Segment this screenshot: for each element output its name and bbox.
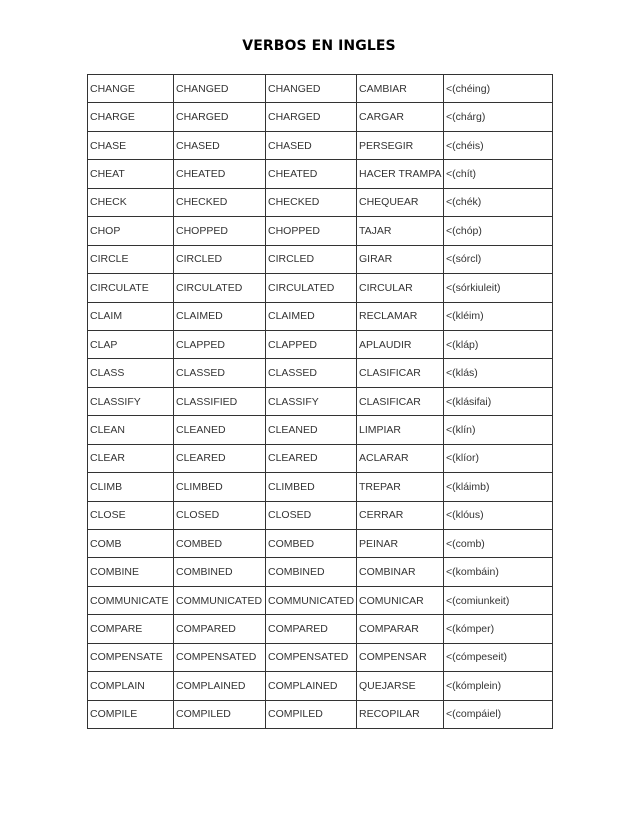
verb-base-cell: CHOP [88,217,174,245]
verb-pronunciation-cell: <(klóus) [444,501,553,529]
verb-base-cell: COMPARE [88,615,174,643]
verb-participle-cell: COMBINED [266,558,357,586]
table-row [88,330,553,358]
verb-pronunciation-cell: <(chóp) [444,217,553,245]
verb-base-cell: CLOSE [88,501,174,529]
verb-participle-cell: CLEARED [266,444,357,472]
verb-base-cell: CLEAR [88,444,174,472]
verb-participle-cell: CLOSED [266,501,357,529]
verb-past-cell: CIRCULATED [174,274,266,302]
verb-translation-cell: HACER TRAMPA [357,160,444,188]
table-row [88,416,553,444]
verb-participle-cell: COMPILED [266,700,357,728]
verb-past-cell: COMMUNICATED [174,586,266,614]
verb-pronunciation-cell: <(klín) [444,416,553,444]
verb-past-cell: COMPLAINED [174,672,266,700]
verb-base-cell: CHECK [88,188,174,216]
verb-pronunciation-cell: <(klás) [444,359,553,387]
verb-participle-cell: COMMUNICATED [266,586,357,614]
verb-pronunciation-cell: <(kombáin) [444,558,553,586]
verb-past-cell: COMBED [174,530,266,558]
verb-pronunciation-cell: <(klíor) [444,444,553,472]
verb-base-cell: CLAIM [88,302,174,330]
verb-base-cell: COMB [88,530,174,558]
verb-participle-cell: CIRCLED [266,245,357,273]
verb-pronunciation-cell: <(kláp) [444,330,553,358]
verb-pronunciation-cell: <(kléim) [444,302,553,330]
verb-translation-cell: CLASIFICAR [357,359,444,387]
verb-past-cell: CLASSED [174,359,266,387]
verb-translation-cell: APLAUDIR [357,330,444,358]
verb-past-cell: CLEANED [174,416,266,444]
table-row [88,160,553,188]
verb-translation-cell: CHEQUEAR [357,188,444,216]
verb-base-cell: COMPENSATE [88,643,174,671]
verb-pronunciation-cell: <(cómpeseit) [444,643,553,671]
verb-participle-cell: CHEATED [266,160,357,188]
verb-base-cell: CLEAN [88,416,174,444]
verb-past-cell: COMPENSATED [174,643,266,671]
verb-past-cell: CLASSIFIED [174,387,266,415]
table-row [88,672,553,700]
table-row [88,444,553,472]
verb-pronunciation-cell: <(chít) [444,160,553,188]
verb-past-cell: CHOPPED [174,217,266,245]
verb-translation-cell: COMPENSAR [357,643,444,671]
verb-past-cell: COMPARED [174,615,266,643]
verb-translation-cell: RECOPILAR [357,700,444,728]
verb-translation-cell: TAJAR [357,217,444,245]
verb-participle-cell: CLASSED [266,359,357,387]
verb-pronunciation-cell: <(sórcl) [444,245,553,273]
verb-participle-cell: COMPARED [266,615,357,643]
table-row [88,245,553,273]
table-row [88,700,553,728]
verb-past-cell: CHANGED [174,75,266,103]
verb-past-cell: CHECKED [174,188,266,216]
verb-base-cell: CHANGE [88,75,174,103]
verb-participle-cell: CLAIMED [266,302,357,330]
verb-base-cell: CIRCULATE [88,274,174,302]
verb-table [87,74,553,729]
verb-participle-cell: COMBED [266,530,357,558]
table-row [88,473,553,501]
table-row [88,558,553,586]
verb-base-cell: COMMUNICATE [88,586,174,614]
verb-past-cell: COMPILED [174,700,266,728]
verb-participle-cell: CHASED [266,131,357,159]
verb-participle-cell: CHECKED [266,188,357,216]
verb-pronunciation-cell: <(sórkiuleit) [444,274,553,302]
verb-past-cell: COMBINED [174,558,266,586]
verb-base-cell: CHEAT [88,160,174,188]
table-row [88,131,553,159]
table-row [88,103,553,131]
verb-translation-cell: GIRAR [357,245,444,273]
verb-base-cell: COMPILE [88,700,174,728]
table-row [88,586,553,614]
table-row [88,188,553,216]
table-row [88,75,553,103]
verb-base-cell: COMPLAIN [88,672,174,700]
verb-pronunciation-cell: <(chék) [444,188,553,216]
verb-translation-cell: TREPAR [357,473,444,501]
verb-translation-cell: CLASIFICAR [357,387,444,415]
verb-translation-cell: PERSEGIR [357,131,444,159]
verb-participle-cell: CHOPPED [266,217,357,245]
table-row [88,217,553,245]
verb-base-cell: CLAP [88,330,174,358]
verb-participle-cell: CLIMBED [266,473,357,501]
verb-translation-cell: ACLARAR [357,444,444,472]
verb-participle-cell: CHANGED [266,75,357,103]
verb-translation-cell: CARGAR [357,103,444,131]
verb-past-cell: CLAIMED [174,302,266,330]
verb-base-cell: CHARGE [88,103,174,131]
verb-participle-cell: COMPLAINED [266,672,357,700]
verb-pronunciation-cell: <(compáiel) [444,700,553,728]
table-row [88,530,553,558]
verb-translation-cell: CIRCULAR [357,274,444,302]
verb-pronunciation-cell: <(comiunkeit) [444,586,553,614]
verb-translation-cell: PEINAR [357,530,444,558]
verb-table-body [88,75,553,729]
verb-pronunciation-cell: <(kláimb) [444,473,553,501]
verb-pronunciation-cell: <(kómper) [444,615,553,643]
table-row [88,501,553,529]
verb-base-cell: COMBINE [88,558,174,586]
verb-participle-cell: CIRCULATED [266,274,357,302]
verb-pronunciation-cell: <(chéing) [444,75,553,103]
verb-past-cell: CLIMBED [174,473,266,501]
verb-translation-cell: CERRAR [357,501,444,529]
verb-base-cell: CHASE [88,131,174,159]
verb-translation-cell: COMBINAR [357,558,444,586]
verb-base-cell: CIRCLE [88,245,174,273]
verb-base-cell: CLIMB [88,473,174,501]
verb-pronunciation-cell: <(klásifai) [444,387,553,415]
table-row [88,302,553,330]
verb-participle-cell: CHARGED [266,103,357,131]
table-row [88,387,553,415]
verb-participle-cell: CLEANED [266,416,357,444]
verb-past-cell: CIRCLED [174,245,266,273]
verb-translation-cell: QUEJARSE [357,672,444,700]
page-title: VERBOS EN INGLES [242,38,396,54]
table-row [88,615,553,643]
verb-past-cell: CHARGED [174,103,266,131]
verb-translation-cell: RECLAMAR [357,302,444,330]
verb-past-cell: CHEATED [174,160,266,188]
verb-participle-cell: COMPENSATED [266,643,357,671]
verb-past-cell: CLAPPED [174,330,266,358]
verb-past-cell: CHASED [174,131,266,159]
verb-translation-cell: LIMPIAR [357,416,444,444]
table-row [88,643,553,671]
verb-past-cell: CLOSED [174,501,266,529]
table-row [88,274,553,302]
verb-pronunciation-cell: <(comb) [444,530,553,558]
verb-past-cell: CLEARED [174,444,266,472]
verb-base-cell: CLASS [88,359,174,387]
verb-translation-cell: CAMBIAR [357,75,444,103]
verb-pronunciation-cell: <(kómplein) [444,672,553,700]
verb-participle-cell: CLAPPED [266,330,357,358]
verb-translation-cell: COMUNICAR [357,586,444,614]
verb-participle-cell: CLASSIFY [266,387,357,415]
verb-pronunciation-cell: <(chéis) [444,131,553,159]
verb-translation-cell: COMPARAR [357,615,444,643]
table-row [88,359,553,387]
verb-base-cell: CLASSIFY [88,387,174,415]
verb-pronunciation-cell: <(chárg) [444,103,553,131]
